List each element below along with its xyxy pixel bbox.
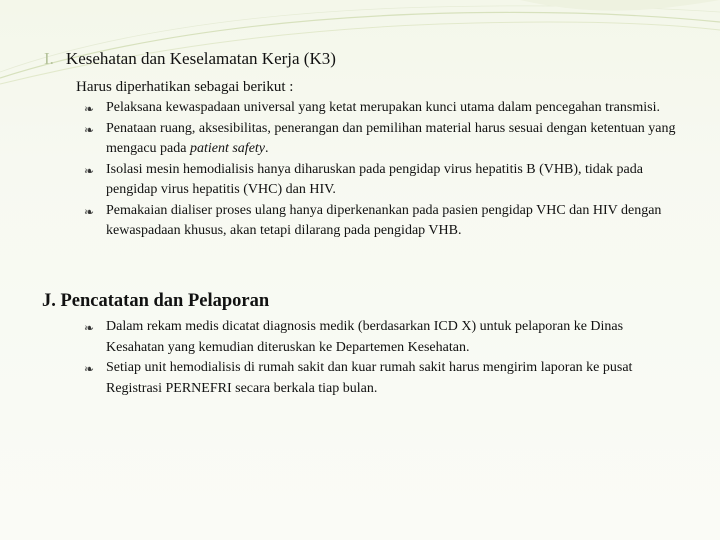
list-item xyxy=(84,201,680,242)
feather-bullet-icon: ❧ xyxy=(84,362,95,376)
list-item-text: Dalam rekam medis dicatat diagnosis medik (berdasarkan ICD X) untuk pelaporan ke Dinas Kesahatan yang kemudian diteruskan ke Departemen Kesehatan. xyxy=(106,319,624,355)
list-item-text: Setiap unit hemodialisis di rumah sakit dan kuar rumah sakit harus mengirim laporan ke pusat Registrasi PERNEFRI secara berkala tiap bulan. xyxy=(106,360,633,396)
list-item-text: Pelaksana kewaspadaan universal yang ketat merupakan kunci utama dalam pencegahan transmisi. xyxy=(106,100,660,115)
list-item-text-end: . xyxy=(265,141,269,156)
section-i-number: I. xyxy=(44,49,54,68)
feather-bullet-icon: ❧ xyxy=(84,321,95,335)
feather-bullet-icon: ❧ xyxy=(84,102,95,116)
feather-bullet-icon: ❧ xyxy=(84,204,95,219)
list-item xyxy=(84,98,680,119)
section-j-heading: J. Pencatatan dan Pelaporan xyxy=(42,291,270,311)
section-i-heading xyxy=(44,48,336,70)
list-item-text: Pemakaian dialiser proses ulang hanya diperkenankan pada pasien pengidap VHC dan HIV dengan kewaspadaan khusus, akan tetapi dilarang pada pengidap VHB. xyxy=(106,202,662,238)
section-i-intro: Harus diperhatikan sebagai berikut : xyxy=(76,79,294,95)
pencatatan-bullet-list xyxy=(84,317,666,399)
feather-bullet-icon: ❧ xyxy=(84,163,95,178)
section-i-title: Kesehatan dan Keselamatan Kerja (K3) xyxy=(65,49,336,68)
list-item xyxy=(84,119,680,160)
k3-bullet-list xyxy=(84,98,680,242)
feather-bullet-icon: ❧ xyxy=(84,122,95,137)
list-item-text: Penataan ruang, aksesibilitas, penerangan dan pemilihan material harus sesuai dengan ketentuan yang mengacu pada xyxy=(106,120,676,156)
list-item-italic: patient safety xyxy=(189,141,266,156)
list-item xyxy=(84,160,680,201)
list-item xyxy=(84,317,666,358)
list-item-text: Isolasi mesin hemodialisis hanya diharuskan pada pengidap virus hepatitis B (VHB), tidak pada pengidap virus hepatitis (VHC) dan HIV. xyxy=(106,161,643,197)
list-item xyxy=(84,358,666,399)
